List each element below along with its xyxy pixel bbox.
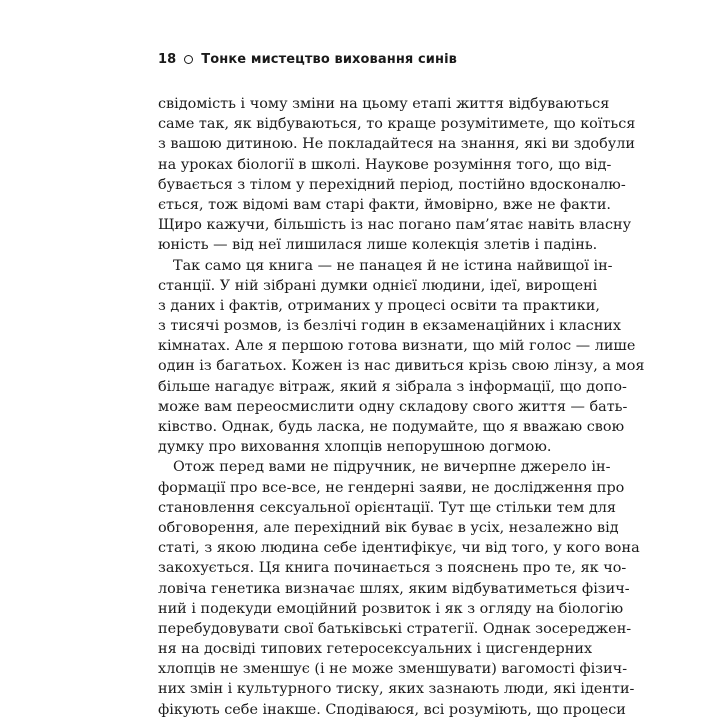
running-header bbox=[158, 50, 457, 68]
text-line: кімнатах. Але я першою готова визнати, що мій голос — лише bbox=[158, 338, 636, 355]
text-line: ківство. Однак, будь ласка, не подумайте, що я вважаю свою bbox=[158, 419, 625, 435]
running-title: Тонке мистецтво виховання синів bbox=[201, 51, 457, 67]
body-text bbox=[158, 94, 645, 720]
text-line: ний і подекуди емоційний розвиток і як з огляду на біологію bbox=[158, 600, 624, 617]
page-number: 18 bbox=[158, 51, 177, 67]
text-line: них змін і культурного тиску, яких зазнають люди, які іденти- bbox=[158, 681, 635, 698]
text-line: з вашою дитиною. Не покладайтеся на знання, які ви здобули bbox=[158, 136, 635, 153]
text-line: юність — від неї лишилася лише колекція злетів і падінь. bbox=[158, 237, 598, 254]
text-line: обговорення, але перехідний вік буває в усіх, незалежно від bbox=[158, 519, 619, 536]
text-line: свідомість і чому зміни на цьому етапі життя відбуваються bbox=[158, 96, 610, 112]
paragraph bbox=[158, 457, 640, 719]
text-line: з тисячі розмов, із безлічі годин в екзаменаційних і класних bbox=[158, 318, 622, 335]
text-line: закохується. Ця книга починається з пояснень про те, як чо- bbox=[158, 560, 627, 577]
text-line: Отож перед вами не підручник, не вичерпне джерело ін- bbox=[173, 459, 611, 476]
text-line: статі, з якою людина себе ідентифікує, чи від того, у кого вона bbox=[158, 540, 640, 557]
text-line: бувається з тілом у перехідний період, постійно вдосконалю- bbox=[158, 176, 626, 193]
text-line: більше нагадує вітраж, який я зібрала з інформації, що допо- bbox=[158, 378, 627, 395]
text-line: може вам переосмислити одну складову свого життя — бать- bbox=[158, 398, 628, 415]
text-line: один із багатьох. Кожен із нас дивиться крізь свою лінзу, а моя bbox=[158, 358, 645, 375]
paragraph bbox=[158, 94, 636, 256]
text-line: формації про все-все, не гендерні заяви, не дослідження про bbox=[158, 479, 625, 496]
text-line: ється, тож відомі вам старі факти, ймовірно, вже не факти. bbox=[158, 196, 612, 213]
text-line: станції. У ній зібрані думки однієї людини, ідеї, вирощені bbox=[158, 277, 598, 294]
text-line: з даних і фактів, отриманих у процесі освіти та практики, bbox=[158, 297, 600, 314]
text-line: саме так, як відбуваються, то краще розумітимете, що коїться bbox=[158, 116, 636, 133]
text-line: хлопців не зменшує (і не може зменшувати) вагомості фізич- bbox=[158, 661, 628, 678]
text-line: ня на досвіді типових гетеросексуальних і цисгендерних bbox=[158, 641, 593, 658]
paragraph bbox=[158, 256, 645, 458]
text-line: думку про виховання хлопців непорушною догмою. bbox=[158, 439, 552, 456]
text-line: перебудовувати свої батьківські стратегії. Однак зосереджен- bbox=[158, 620, 632, 637]
text-line: Так само ця книга — не панацея й не істина найвищої ін- bbox=[173, 257, 613, 274]
text-line: на уроках біології в школі. Наукове розуміння того, що від- bbox=[158, 156, 612, 173]
circle-icon bbox=[184, 55, 193, 64]
text-line: становлення сексуальної орієнтації. Тут ще стільки тем для bbox=[158, 499, 616, 516]
text-line: Щиро кажучи, більшість із нас погано пам’ятає навіть власну bbox=[158, 217, 632, 234]
text-line: фікують себе інакше. Сподіваюся, всі розуміють, що процеси bbox=[158, 701, 626, 718]
text-line: ловіча генетика визначає шлях, яким відбуватиметься фізич- bbox=[158, 580, 630, 597]
